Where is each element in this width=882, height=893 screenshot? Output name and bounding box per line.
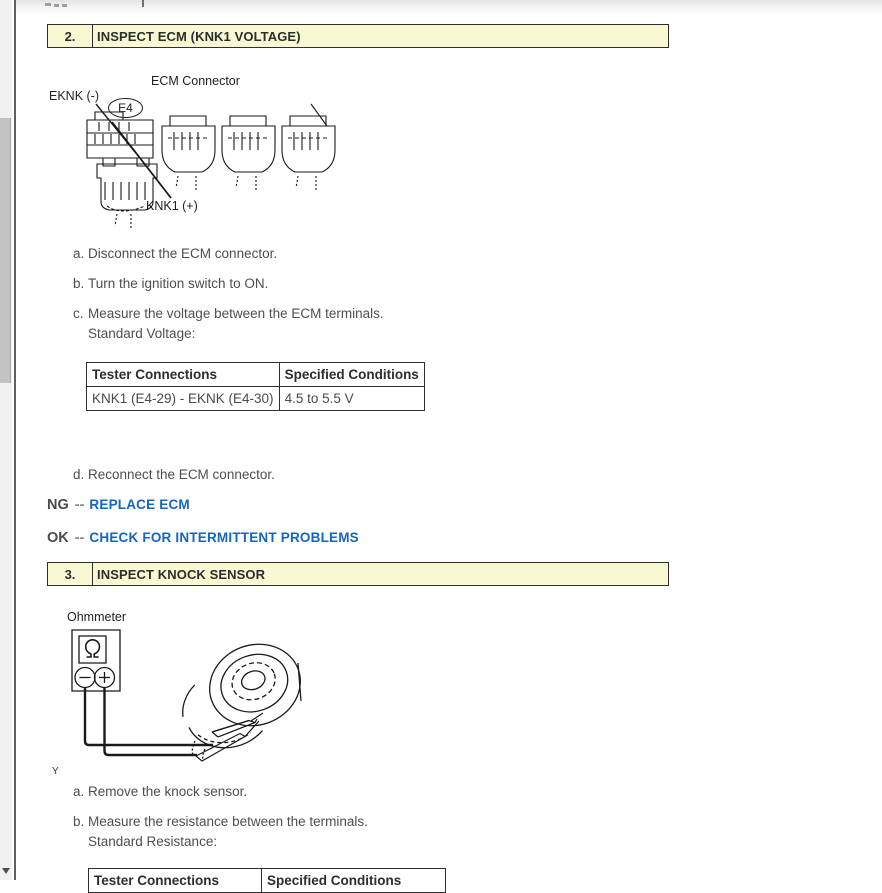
list-marker: b. [73,276,85,291]
table-header-row [89,869,446,893]
resistance-spec-table [88,868,446,893]
clipped-text-remnant [45,3,51,6]
terminal-label-eknk: EKNK (-) [49,89,99,103]
list-text: Remove the knock sensor. [88,784,248,799]
result-status: OK [47,530,69,546]
list-item [73,814,368,829]
figure-title: Ohmmeter [67,610,127,624]
list-item [73,276,268,291]
column-header: Tester Connections [89,869,262,893]
table-cell: 4.5 to 5.5 V [279,387,424,411]
frame-divider [14,0,16,880]
table-cell: KNK1 (E4-29) - EKNK (E4-30) [87,387,280,411]
list-item [73,306,384,321]
result-separator: -- [74,530,85,546]
step-title: INSPECT KNOCK SENSOR [97,566,266,582]
list-text: Reconnect the ECM connector. [88,467,275,482]
list-text: Measure the resistance between the terminals. [88,814,368,829]
result-status: NG [47,497,69,513]
ecm-connector-figure [45,88,337,230]
ohmmeter-figure [45,623,337,773]
list-item [73,784,247,799]
list-item [73,246,277,261]
standard-resistance-label: Standard Resistance: [88,834,218,849]
figure-corner-label: Y [52,766,59,777]
scrollbar-down-arrow-icon[interactable] [2,868,10,874]
vertical-scrollbar-thumb[interactable] [0,118,11,383]
step-title: INSPECT ECM (KNK1 VOLTAGE) [97,28,301,44]
list-item [73,467,275,482]
list-marker: a. [73,784,85,799]
column-header: Specified Conditions [262,869,446,893]
clipped-text-remnant [142,0,144,7]
list-text: Measure the voltage between the ECM terminals. [88,306,384,321]
figure-title: ECM Connector [151,74,240,88]
step-2-header [47,24,669,48]
list-marker: a. [73,246,85,261]
list-text: Disconnect the ECM connector. [88,246,278,261]
step-number: 2. [48,25,93,47]
list-marker: b. [73,814,85,829]
table-row [87,387,425,411]
check-intermittent-problems-link[interactable]: CHECK FOR INTERMITTENT PROBLEMS [89,530,359,545]
top-scroll-fade [16,0,882,15]
list-marker: c. [73,306,84,321]
step-number: 3. [48,563,93,585]
clipped-text-remnant [62,4,67,7]
connector-id-badge: E4 [108,98,143,118]
column-header: Tester Connections [87,363,280,387]
list-marker: d. [73,467,85,482]
result-row-ok [47,530,359,546]
replace-ecm-link[interactable]: REPLACE ECM [89,497,190,512]
step-3-header [47,562,669,586]
list-text: Turn the ignition switch to ON. [88,276,269,291]
result-separator: -- [74,497,85,513]
standard-voltage-label: Standard Voltage: [88,326,196,341]
column-header: Specified Conditions [279,363,424,387]
voltage-spec-table [86,362,425,411]
terminal-label-knk1: KNK1 (+) [146,199,198,213]
clipped-text-remnant [54,4,59,7]
result-row-ng [47,497,190,513]
table-header-row [87,363,425,387]
